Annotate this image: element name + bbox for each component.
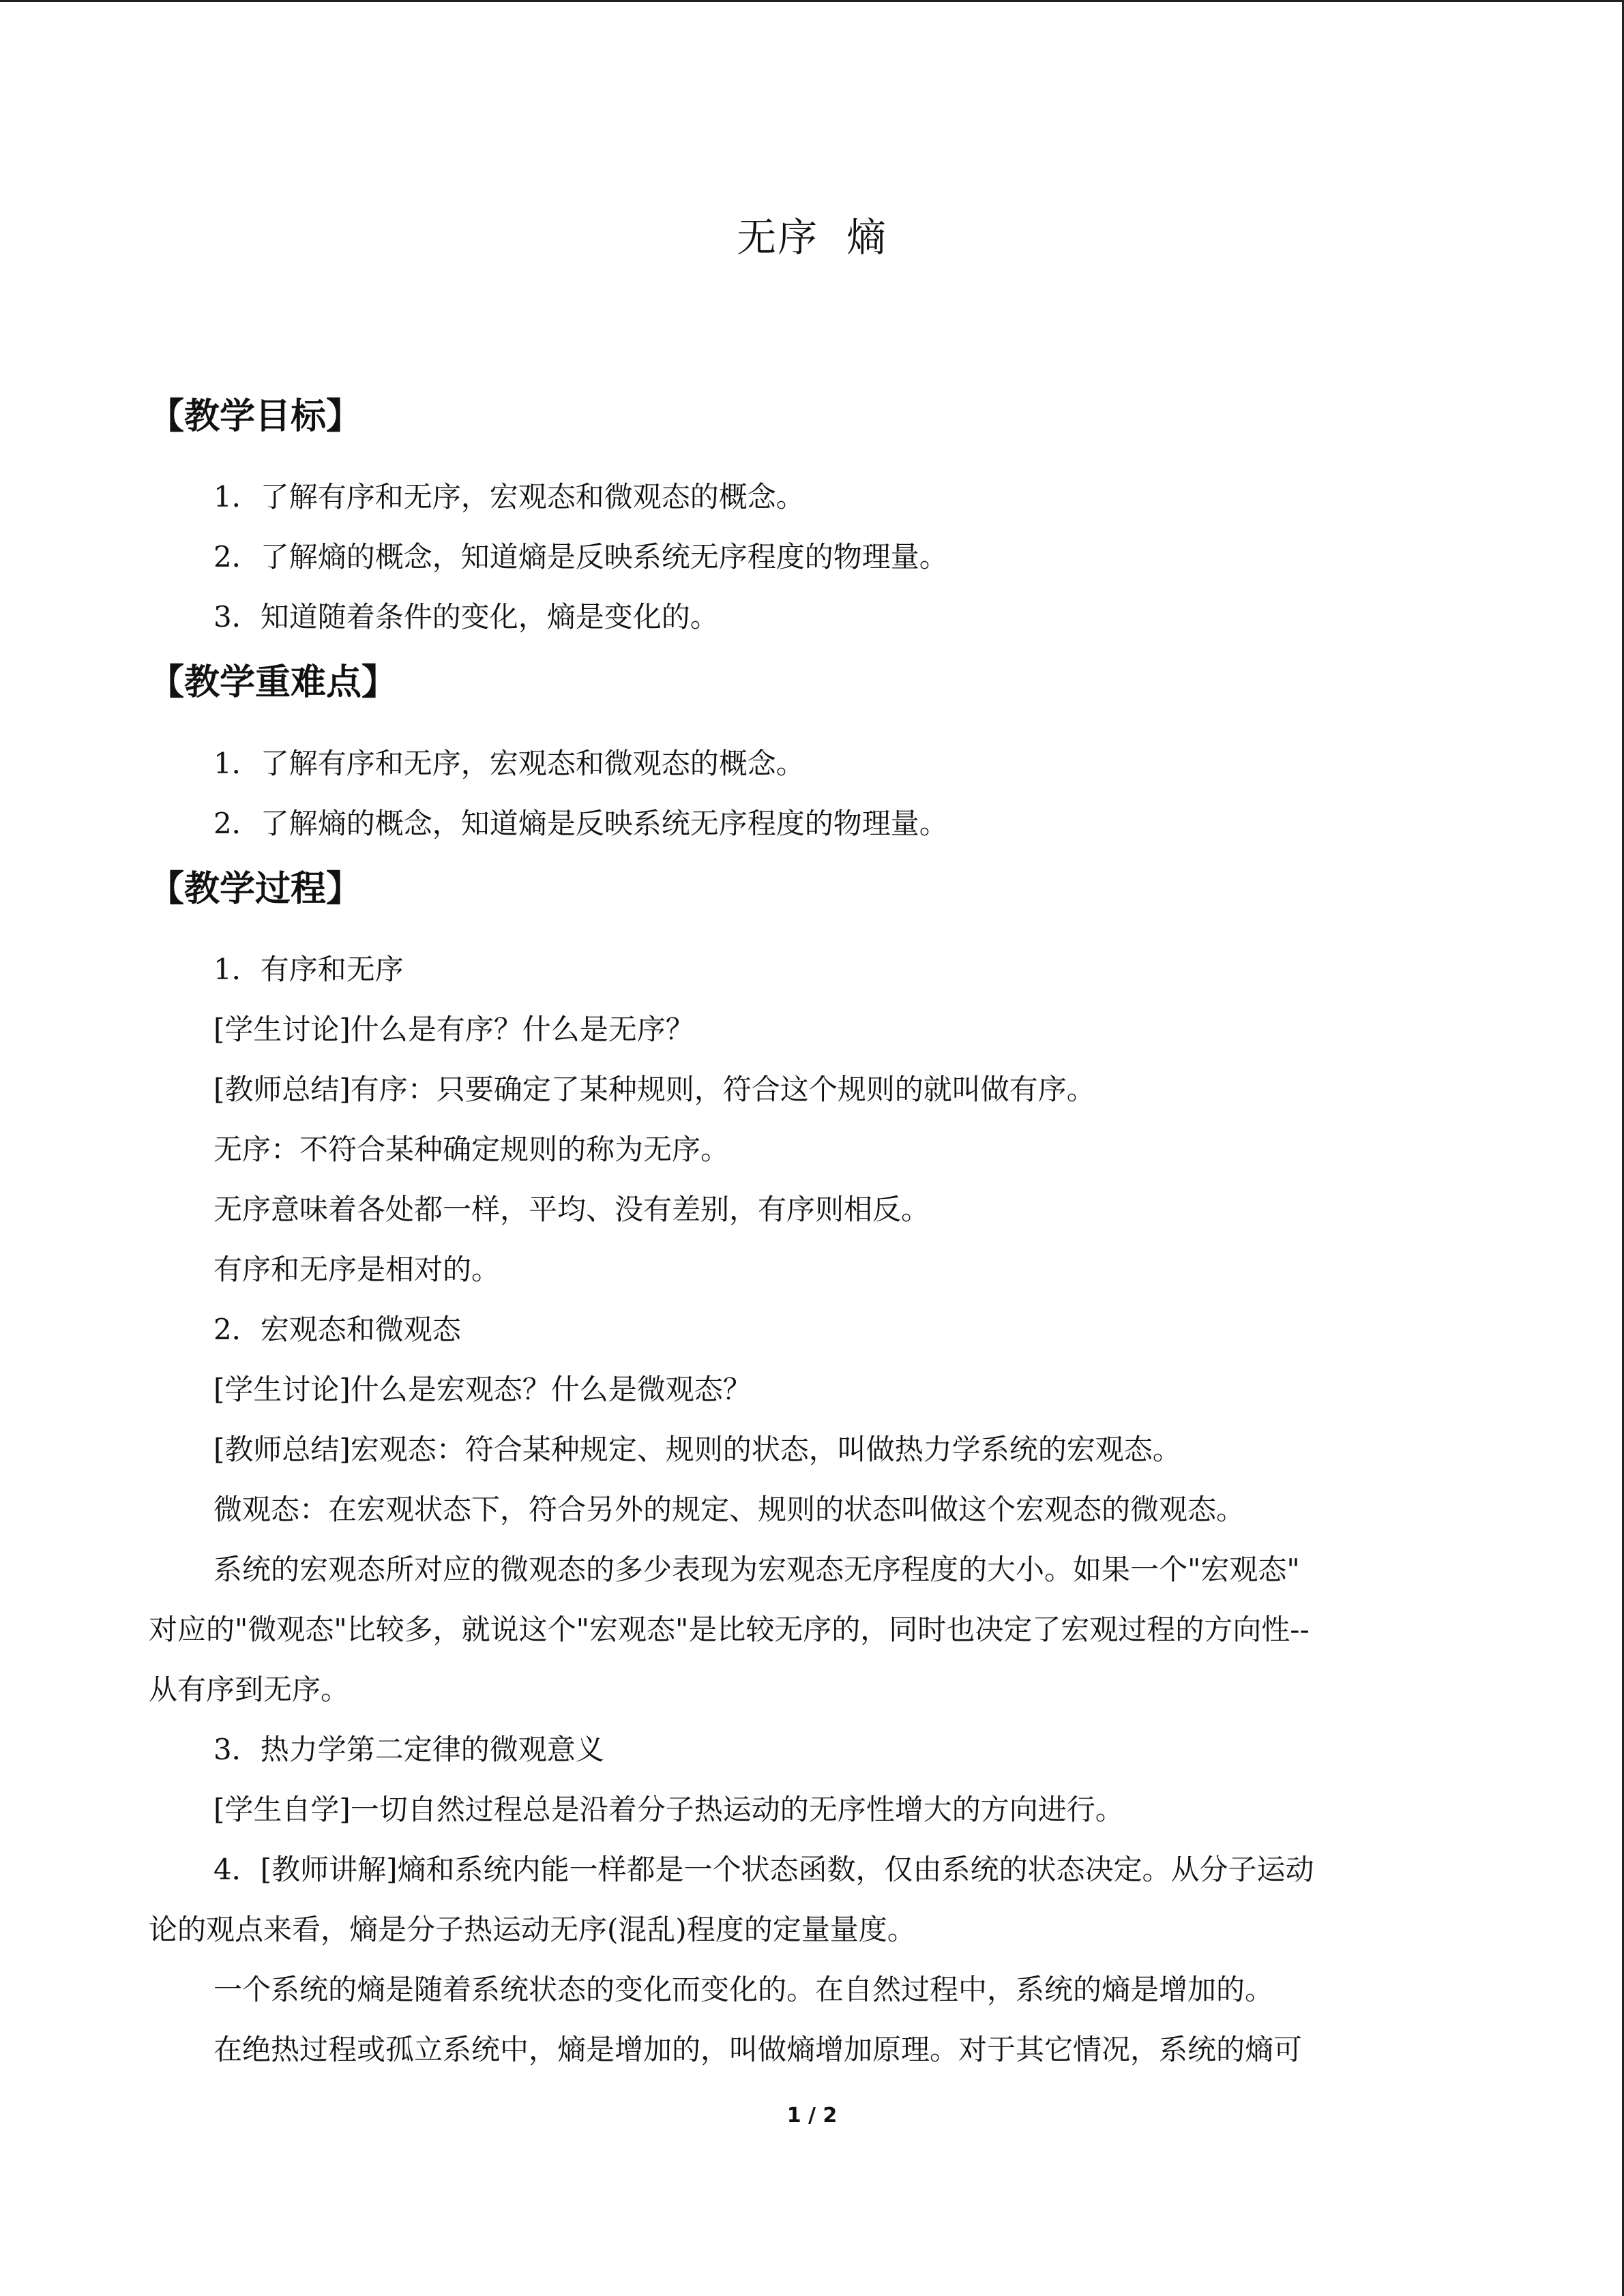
keypoint-item: 2．了解熵的概念，知道熵是反映系统无序程度的物理量。 bbox=[213, 807, 948, 840]
page-number: 1 / 2 bbox=[786, 2104, 838, 2128]
process-line: 无序：不符合某种确定规则的称为无序。 bbox=[213, 1133, 730, 1166]
process-line: 3．热力学第二定律的微观意义 bbox=[213, 1733, 604, 1766]
process-line: 论的观点来看，熵是分子热运动无序(混乱)程度的定量量度。 bbox=[149, 1913, 916, 1946]
goal-item: 1．了解有序和无序，宏观态和微观态的概念。 bbox=[213, 480, 805, 513]
keypoint-item: 1．了解有序和无序，宏观态和微观态的概念。 bbox=[213, 747, 805, 780]
process-line: [教师总结]宏观态：符合某种规定、规则的状态，叫做热力学系统的宏观态。 bbox=[213, 1433, 1181, 1466]
process-line: 1．有序和无序 bbox=[213, 953, 404, 986]
process-line: 从有序到无序。 bbox=[149, 1673, 350, 1706]
section-heading-keypoints: 【教学重难点】 bbox=[149, 662, 398, 703]
process-line: 4．[教师讲解]熵和系统内能一样都是一个状态函数，仅由系统的状态决定。从分子运动 bbox=[213, 1853, 1314, 1886]
page-title: 无序 熵 bbox=[737, 214, 887, 260]
process-line: 对应的"微观态"比较多，就说这个"宏观态"是比较无序的，同时也决定了宏观过程的方向性-- bbox=[149, 1613, 1310, 1646]
process-line: 微观态：在宏观状态下，符合另外的规定、规则的状态叫做这个宏观态的微观态。 bbox=[213, 1493, 1245, 1526]
process-line: [学生讨论]什么是宏观态？什么是微观态？ bbox=[213, 1373, 752, 1406]
process-line: 一个系统的熵是随着系统状态的变化而变化的。在自然过程中，系统的熵是增加的。 bbox=[213, 1973, 1274, 2006]
process-line: 在绝热过程或孤立系统中，熵是增加的，叫做熵增加原理。对于其它情况，系统的熵可 bbox=[213, 2033, 1303, 2066]
process-line: 2．宏观态和微观态 bbox=[213, 1313, 461, 1346]
process-line: 系统的宏观态所对应的微观态的多少表现为宏观态无序程度的大小。如果一个"宏观态" bbox=[213, 1553, 1300, 1586]
goal-item: 3．知道随着条件的变化，熵是变化的。 bbox=[213, 600, 719, 633]
process-line: [学生自学]一切自然过程总是沿着分子热运动的无序性增大的方向进行。 bbox=[213, 1793, 1124, 1826]
process-line: 有序和无序是相对的。 bbox=[213, 1253, 501, 1286]
process-line: [教师总结]有序：只要确定了某种规则，符合这个规则的就叫做有序。 bbox=[213, 1073, 1095, 1106]
process-line: [学生讨论]什么是有序？什么是无序？ bbox=[213, 1013, 694, 1046]
section-heading-goals: 【教学目标】 bbox=[149, 396, 362, 437]
goal-item: 2．了解熵的概念，知道熵是反映系统无序程度的物理量。 bbox=[213, 540, 948, 573]
process-line: 无序意味着各处都一样，平均、没有差别，有序则相反。 bbox=[213, 1193, 930, 1226]
section-heading-process: 【教学过程】 bbox=[149, 869, 362, 910]
